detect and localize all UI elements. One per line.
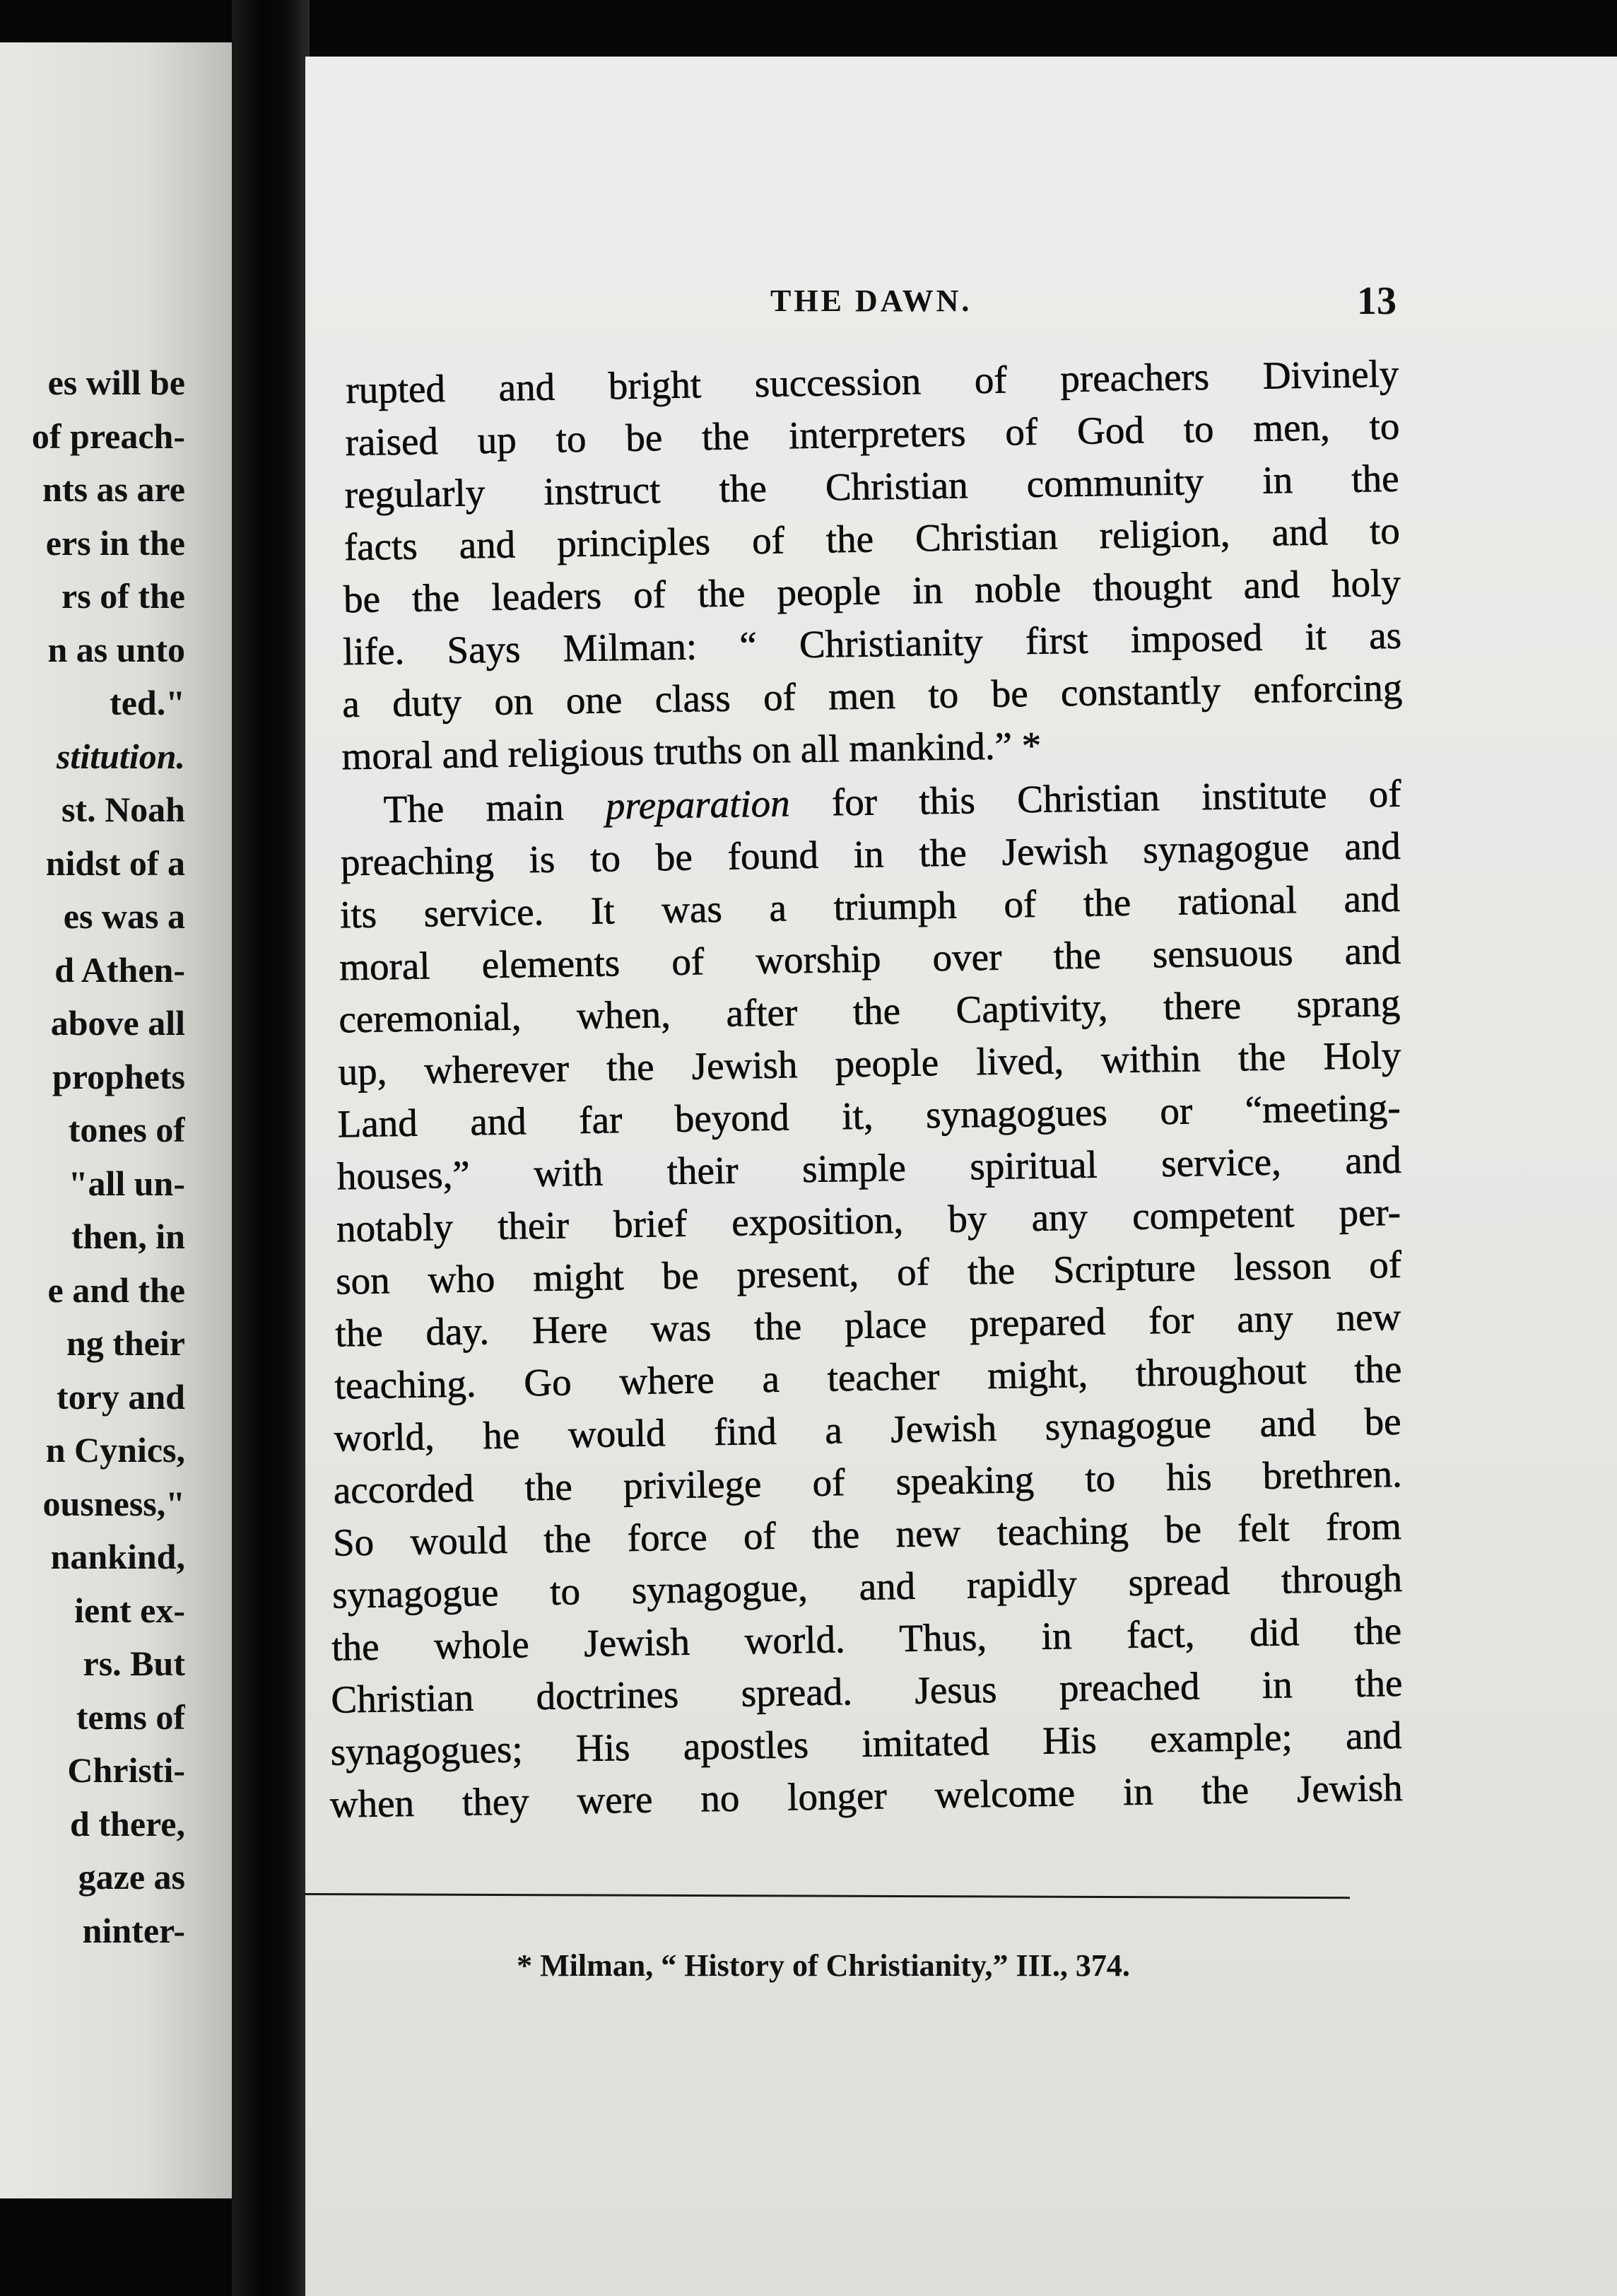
text-line: the day. Here was the place prepared for any new (334, 1294, 1401, 1355)
text-line: life. Says Milman: “ Christianity first imposed it as (342, 613, 1402, 674)
text-line: up, wherever the Jewish people lived, within the Holy (338, 1033, 1401, 1094)
right-page (305, 57, 1617, 2296)
left-line: "all un- (68, 1163, 185, 1203)
text-line (383, 771, 1401, 833)
left-line: es will be (47, 363, 185, 402)
left-line: prophets (52, 1056, 185, 1096)
left-page-text (0, 356, 185, 1957)
left-line: rs of the (61, 576, 185, 616)
left-page (0, 42, 244, 2198)
text-line: So would the force of the new teaching be felt from (332, 1504, 1402, 1564)
text-line: the whole Jewish world. Thus, in fact, did the (331, 1608, 1402, 1669)
text-line: moral elements of worship over the sensuous and (339, 928, 1401, 989)
footnote: * Milman, “ History of Christianity,” III., 374. (517, 1948, 1130, 1983)
left-line: n Cynics, (45, 1430, 185, 1470)
left-line: ted." (110, 683, 185, 722)
text-line: moral and religious truths on all mankind.” * (341, 723, 1042, 778)
text-line: son who might be present, of the Scripture lesson of (335, 1242, 1402, 1303)
text-run: The main (383, 784, 606, 831)
running-head: THE DAWN. (770, 283, 972, 318)
left-line: above all (50, 1003, 185, 1043)
left-line: Christi- (67, 1750, 185, 1790)
left-line: rs. But (83, 1644, 185, 1683)
left-line: ient ex- (74, 1590, 185, 1630)
left-line: gaze as (78, 1857, 185, 1897)
left-line: ninter- (82, 1910, 185, 1950)
left-line: tory and (57, 1376, 185, 1417)
emphasis-preparation: preparation (605, 781, 791, 828)
left-line: nankind, (50, 1537, 185, 1576)
text-line: world, he would find a Jewish synagogue and be (334, 1399, 1401, 1460)
left-line: stitution. (56, 736, 185, 776)
left-line: d there, (70, 1803, 185, 1844)
left-line: tems of (76, 1697, 185, 1737)
text-line: raised up to be the interpreters of God to men, to (345, 404, 1400, 464)
left-line: nts as are (42, 469, 185, 509)
left-line: nidst of a (45, 843, 185, 883)
book-gutter (232, 0, 310, 2296)
text-line: rupted and bright succession of preachers Divinely (345, 351, 1399, 412)
text-line: teaching. Go where a teacher might, throughout the (334, 1347, 1402, 1407)
left-line: n as unto (47, 629, 185, 669)
left-line: ng their (66, 1323, 185, 1363)
text-line: Christian doctrines spread. Jesus preached in the (331, 1660, 1403, 1721)
text-line: accorded the privilege of speaking to his brethren. (333, 1451, 1403, 1512)
text-line: synagogues; His apostles imitated His example; and (330, 1713, 1402, 1774)
left-line: ousness," (42, 1483, 185, 1523)
text-line: ceremonial, when, after the Captivity, there sprang (338, 980, 1401, 1041)
left-line: ers in the (45, 522, 185, 563)
left-line: es was a (63, 896, 185, 936)
left-line: of preach- (31, 416, 185, 456)
text-line: synagogue to synagogue, and rapidly spread through (331, 1556, 1403, 1617)
text-line: its service. It was a triumph of the rational and (339, 876, 1401, 937)
text-line: be the leaders of the people in noble thought and holy (343, 561, 1401, 621)
left-line: e and the (47, 1270, 185, 1310)
left-line: st. Noah (61, 790, 185, 829)
text-line: preaching is to be found in the Jewish synagogue and (340, 824, 1401, 884)
text-line: facts and principles of the Christian religion, and to (343, 508, 1401, 569)
page-number: 13 (1357, 279, 1396, 323)
text-line: notably their brief exposition, by any competent per- (336, 1190, 1401, 1250)
left-line: d Athen- (54, 949, 185, 990)
text-line: Land and far beyond it, synagogues or “meeting- (337, 1085, 1401, 1146)
text-line: houses,” with their simple spiritual service, and (336, 1137, 1402, 1198)
left-line: then, in (71, 1217, 185, 1256)
text-line: when they were no longer welcome in the Jewish (329, 1765, 1404, 1826)
text-run: for this Christian institute of (789, 771, 1402, 825)
left-line: tones of (68, 1110, 185, 1149)
text-line: a duty on one class of men to be constantly enforcing (341, 665, 1403, 726)
text-line: regularly instruct the Christian community in the (344, 456, 1400, 517)
